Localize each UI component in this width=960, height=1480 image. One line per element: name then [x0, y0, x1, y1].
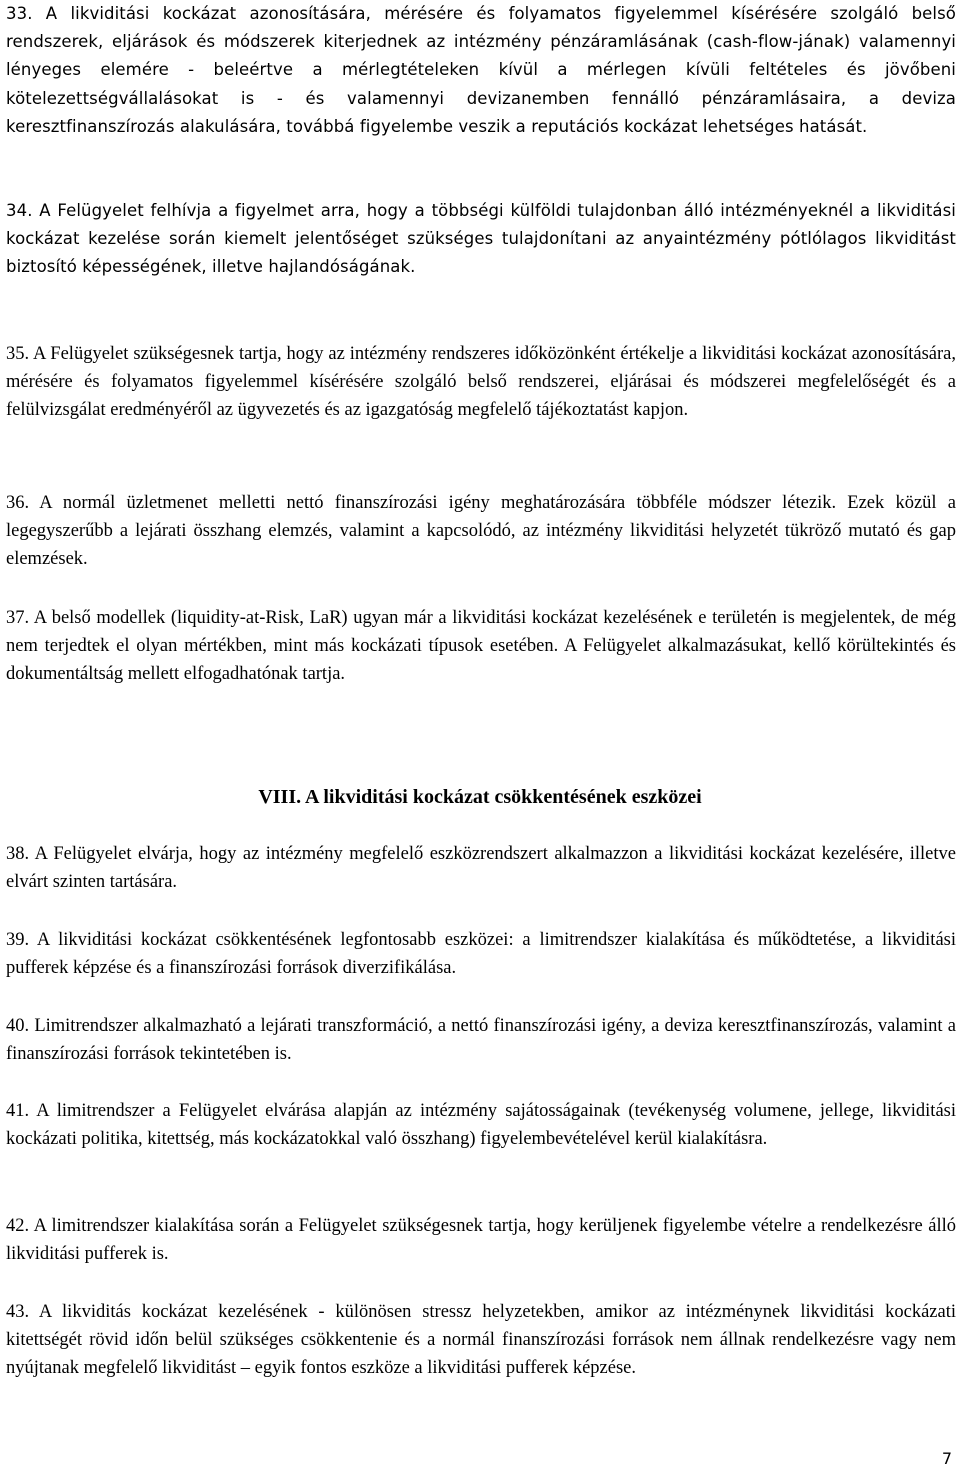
paragraph-43: 43. A likviditás kockázat kezelésének - különösen stressz helyzetekben, amikor az intézménynek likviditási kockázati kitettségét rövid időn belül szükséges csökkentenie és a normál finanszírozási források nem állnak rendelkezésre vagy nem nyújtanak megfelelő likviditást – egyik fontos eszköze a likviditási pufferek képzése.	[6, 1302, 956, 1379]
paragraph-41: 41. A limitrendszer a Felügyelet elvárása alapján az intézmény sajátosságainak (tevékenység volumene, jellege, likviditási kockázati politika, kitettség, más kockázatokkal való összhang) figyelembevételével kerül kialakításra.	[6, 1101, 956, 1150]
paragraph-39: 39. A likviditási kockázat csökkentésének legfontosabb eszközei: a limitrendszer kialakítása és működtetése, a likviditási pufferek képzése és a finanszírozási források diverzifikálása.	[6, 930, 956, 979]
paragraph-34: 34. A Felügyelet felhívja a figyelmet arra, hogy a többségi külföldi tulajdonban álló intézményeknél a likviditási kockázat kezelése során kiemelt jelentőséget szükséges tulajdonítani az anyaintézmény pótlólagos likviditást biztosító képességének, illetve hajlandóságának.	[6, 201, 956, 277]
page-number: 7	[941, 1449, 952, 1468]
paragraph-38: 38. A Felügyelet elvárja, hogy az intézmény megfelelő eszközrendszert alkalmazzon a likviditási kockázat kezelésére, illetve elvárt szinten tartására.	[6, 844, 956, 893]
paragraph-37: 37. A belső modellek (liquidity-at-Risk, LaR) ugyan már a likviditási kockázat kezelésének e területén is megjelentek, de még nem terjedtek el olyan mértékben, mint más kockázati típusok esetében. A Felügyelet alkalmazásukat, kellő körültekintés és dokumentáltság mellett elfogadhatónak tartja.	[6, 608, 956, 685]
document-page	[6, 0, 956, 1480]
paragraph-36: 36. A normál üzletmenet melletti nettó finanszírozási igény meghatározására többféle módszer létezik. Ezek közül a legegyszerűbb a lejárati összhang elemzés, valamint a kapcsolódó, az intézmény likviditási helyzetét tükröző mutató és gap elemzések.	[6, 493, 956, 570]
paragraph-33: 33. A likviditási kockázat azonosítására, mérésére és folyamatos figyelemmel kísérésére szolgáló belső rendszerek, eljárások és módszerek kiterjednek az intézmény pénzáramlásának (cash-flow-jának) valamennyi lényeges elemére - beleértve a mérlegtételeken kívül a mérlegen kívüli feltételes és jövőbeni kötelezettségvállalásokat is - és valamennyi devizanemben fennálló pénzáramlásaira, a deviza keresztfinanszírozás alakulására, továbbá figyelembe veszik a reputációs kockázat lehetséges hatását.	[6, 4, 956, 136]
paragraph-40: 40. Limitrendszer alkalmazható a lejárati transzformáció, a nettó finanszírozási igény, a deviza keresztfinanszírozás, valamint a finanszírozási források tekintetében is.	[6, 1016, 956, 1065]
paragraph-42: 42. A limitrendszer kialakítása során a Felügyelet szükségesnek tartja, hogy kerüljenek figyelembe vételre a rendelkezésre álló likviditási pufferek is.	[6, 1216, 956, 1265]
section-heading: VIII. A likviditási kockázat csökkentésének eszközei	[258, 786, 702, 808]
paragraph-35: 35. A Felügyelet szükségesnek tartja, hogy az intézmény rendszeres időközönként értékelje a likviditási kockázat azonosítására, mérésére és folyamatos figyelemmel kísérésére szolgáló belső rendszerei, eljárásai és módszerei megfelelőségét és a felülvizsgálat eredményéről az ügyvezetés és az igazgatóság megfelelő tájékoztatást kapjon.	[6, 344, 956, 421]
